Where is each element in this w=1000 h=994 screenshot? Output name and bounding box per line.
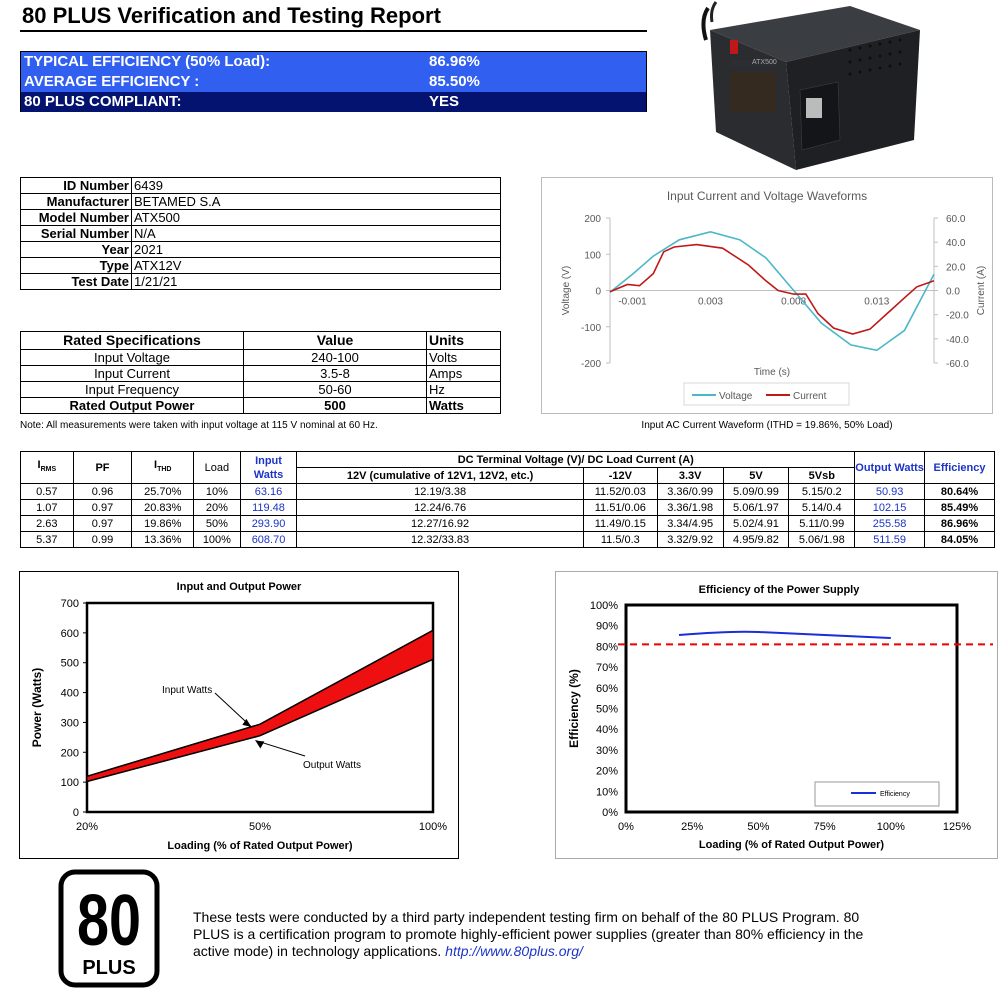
spec-row — [21, 398, 501, 414]
cell-efficiency: 84.05% — [925, 532, 995, 548]
identity-key: Model Number — [21, 210, 132, 226]
x-tick-label: 0.003 — [697, 296, 724, 308]
table-row — [21, 484, 995, 500]
spec-units: Watts — [427, 398, 501, 414]
cell-load: 10% — [194, 484, 241, 500]
identity-key: Serial Number — [21, 226, 132, 242]
y-tick-label: 100% — [589, 600, 618, 612]
chart-title: Input and Output Power — [176, 581, 302, 593]
cell-ithd: 19.86% — [132, 516, 194, 532]
col-12v: 12V (cumulative of 12V1, 12V2, etc.) — [297, 468, 584, 484]
cell-input-watts: 119.48 — [240, 500, 297, 516]
identity-row — [21, 210, 501, 226]
col-irms: $I_{RMS}$ — [21, 452, 74, 484]
cell-v12: 12.32/33.83 — [297, 532, 584, 548]
cell-load: 50% — [194, 516, 241, 532]
cell-vminus12: 11.51/0.06 — [583, 500, 657, 516]
y2-tick-label: 0.0 — [946, 286, 960, 298]
cell-efficiency: 85.49% — [925, 500, 995, 516]
x-tick-label: 0.013 — [864, 296, 890, 308]
spec-header-value: Value — [244, 332, 427, 350]
y-tick-label: 20% — [595, 765, 618, 778]
cell-v3v3: 3.36/1.98 — [657, 500, 723, 516]
legend-label: Efficiency — [880, 791, 910, 798]
x-tick-label: 75% — [813, 821, 836, 833]
cell-input-watts: 63.16 — [240, 484, 297, 500]
psu-model-text: ATX500 — [752, 59, 777, 66]
y2-tick-label: -40.0 — [946, 334, 969, 346]
cell-v5: 5.06/1.97 — [723, 500, 789, 516]
col-efficiency: Efficiency — [925, 452, 995, 484]
y2-tick-label: 40.0 — [946, 238, 966, 250]
logo-number: 80 — [77, 879, 142, 961]
cell-load: 20% — [194, 500, 241, 516]
x-tick-label: 100% — [876, 821, 905, 833]
cell-irms: 5.37 — [21, 532, 74, 548]
table-row — [21, 532, 995, 548]
y-tick-label: 0 — [595, 286, 601, 298]
col-3v3: 3.3V — [657, 468, 723, 484]
y-tick-label: 70% — [595, 662, 618, 675]
cell-vminus12: 11.52/0.03 — [583, 484, 657, 500]
annotation-output-watts: Output Watts — [303, 760, 361, 771]
spec-value: 500 — [244, 398, 427, 414]
x-tick-label: 125% — [942, 821, 972, 833]
col-load: Load — [194, 452, 241, 484]
efficiency-chart-frame — [555, 571, 998, 859]
y-tick-label: 0% — [602, 807, 618, 819]
cell-input-watts: 608.70 — [240, 532, 297, 548]
cell-irms: 1.07 — [21, 500, 74, 516]
cell-v3v3: 3.34/4.95 — [657, 516, 723, 532]
identity-row — [21, 226, 501, 242]
x-axis-title: Time (s) — [753, 367, 791, 378]
cell-pf: 0.96 — [73, 484, 132, 500]
y-tick-label: 100 — [584, 250, 601, 262]
summary-label: TYPICAL EFFICIENCY (50% Load): — [24, 53, 271, 70]
power-supply-photo — [700, 0, 922, 172]
col-ithd: $I_{THD}$ — [132, 452, 194, 484]
identity-key: Test Date — [21, 274, 132, 290]
identity-value: 1/21/21 — [132, 274, 501, 290]
col-pf: PF — [73, 452, 132, 484]
col-dc-group: DC Terminal Voltage (V)/ DC Load Current (A) — [297, 452, 855, 468]
plot-area — [626, 605, 957, 812]
waveform-caption: Input AC Current Waveform (ITHD = 19.86%, 50% Load) — [641, 420, 893, 431]
cell-ithd: 20.83% — [132, 500, 194, 516]
y-tick-label: 50% — [595, 703, 618, 716]
identity-value: ATX500 — [132, 210, 501, 226]
spec-units: Volts — [427, 350, 501, 366]
y-tick-label: 200 — [584, 214, 601, 225]
x-tick-label: 0% — [618, 821, 634, 833]
table-row — [21, 516, 995, 532]
cell-output-watts: 255.58 — [855, 516, 925, 532]
cell-load: 100% — [194, 532, 241, 548]
y-tick-label: -100 — [580, 322, 601, 334]
cell-irms: 2.63 — [21, 516, 74, 532]
x-tick-label: -0.001 — [618, 296, 647, 308]
x-axis-title: Loading (% of Rated Output Power) — [167, 840, 353, 852]
footer-body: These tests were conducted by a third party independent testing firm on behalf of the 80 PLUS Program. 80 PLUS is a certification program to promote highly-efficient power supplies (greater than 80% efficiency in the active mode) in technology applications. — [193, 909, 864, 959]
input-output-power-chart — [20, 572, 458, 858]
chart-legend — [815, 782, 939, 806]
y-tick-label: 600 — [60, 627, 79, 640]
spec-units: Amps — [427, 366, 501, 382]
summary-value: 85.50% — [429, 73, 480, 90]
legend-label: Current — [793, 391, 827, 402]
load-test-table — [20, 451, 995, 548]
identity-value: 2021 — [132, 242, 501, 258]
cell-v12: 12.19/3.38 — [297, 484, 584, 500]
identity-value: ATX12V — [132, 258, 501, 274]
cell-v3v3: 3.32/9.92 — [657, 532, 723, 548]
spec-name: Input Voltage — [21, 350, 244, 366]
spec-name: Input Frequency — [21, 382, 244, 398]
cell-v5: 4.95/9.82 — [723, 532, 789, 548]
y-axis-title: Power (Watts) — [30, 667, 44, 748]
y-tick-label: 200 — [60, 747, 79, 760]
80-plus-logo — [58, 869, 160, 988]
y-tick-label: 700 — [60, 598, 79, 610]
rated-specifications-table — [20, 331, 501, 414]
cell-v3v3: 3.36/0.99 — [657, 484, 723, 500]
summary-value: YES — [429, 93, 460, 110]
legend-label: Voltage — [719, 391, 753, 402]
x-tick-label: 50% — [248, 821, 272, 833]
cell-pf: 0.97 — [73, 516, 132, 532]
series-line-voltage — [610, 232, 934, 350]
logo-word: PLUS — [82, 957, 136, 979]
x-tick-label: 25% — [681, 821, 704, 833]
x-tick-label: 100% — [418, 821, 448, 833]
y-axis-title: Voltage (V) — [561, 265, 572, 316]
cell-efficiency: 86.96% — [925, 516, 995, 532]
y2-tick-label: 20.0 — [946, 262, 966, 274]
series-line-current — [610, 245, 934, 334]
annotation-input-watts: Input Watts — [162, 685, 213, 696]
identity-key: Year — [21, 242, 132, 258]
y2-tick-label: 60.0 — [946, 214, 966, 225]
x-axis-title: Loading (% of Rated Output Power) — [698, 839, 885, 851]
waveform-chart-frame — [541, 177, 993, 414]
y-tick-label: 500 — [60, 657, 79, 670]
spec-name: Input Current — [21, 366, 244, 382]
y-tick-label: 30% — [595, 744, 618, 757]
cell-pf: 0.99 — [73, 532, 132, 548]
identity-row — [21, 242, 501, 258]
cell-irms: 0.57 — [21, 484, 74, 500]
identity-key: ID Number — [21, 178, 132, 194]
col-minus12v: -12V — [583, 468, 657, 484]
col-input-watts: Input Watts — [240, 452, 297, 484]
col-5vsb: 5Vsb — [789, 468, 855, 484]
identity-row — [21, 194, 501, 210]
efficiency-chart — [556, 572, 997, 858]
spec-units: Hz — [427, 382, 501, 398]
identity-value: BETAMED S.A — [132, 194, 501, 210]
measurement-note: Note: All measurements were taken with input voltage at 115 V nominal at 60 Hz. — [20, 420, 378, 431]
cell-ithd: 25.70% — [132, 484, 194, 500]
spec-value: 3.5-8 — [244, 366, 427, 382]
average-efficiency-row — [21, 72, 646, 92]
typical-efficiency-row — [21, 52, 646, 72]
spec-value: 50-60 — [244, 382, 427, 398]
y-tick-label: 90% — [595, 620, 618, 633]
identity-table — [20, 177, 501, 290]
cell-output-watts: 511.59 — [855, 532, 925, 548]
col-output-watts: Output Watts — [855, 452, 925, 484]
identity-key: Type — [21, 258, 132, 274]
y-tick-label: 60% — [595, 682, 618, 695]
summary-label: 80 PLUS COMPLIANT: — [24, 93, 182, 110]
y-tick-label: 10% — [595, 786, 618, 799]
y-tick-label: 300 — [60, 717, 79, 730]
plot-area — [87, 603, 433, 812]
summary-value: 86.96% — [429, 53, 480, 70]
identity-row — [21, 274, 501, 290]
cell-efficiency: 80.64% — [925, 484, 995, 500]
cell-v5sb: 5.11/0.99 — [789, 516, 855, 532]
table-row — [21, 500, 995, 516]
cell-v12: 12.24/6.76 — [297, 500, 584, 516]
identity-value: 6439 — [132, 178, 501, 194]
page-title: 80 PLUS Verification and Testing Report — [22, 3, 441, 28]
identity-key: Manufacturer — [21, 194, 132, 210]
cell-v5: 5.02/4.91 — [723, 516, 789, 532]
spec-header-name: Rated Specifications — [21, 332, 244, 350]
cell-output-watts: 50.93 — [855, 484, 925, 500]
spec-value: 240-100 — [244, 350, 427, 366]
y-tick-label: 400 — [60, 687, 79, 700]
y-tick-label: -200 — [580, 359, 601, 370]
cell-output-watts: 102.15 — [855, 500, 925, 516]
x-tick-label: 50% — [747, 821, 770, 833]
identity-row — [21, 178, 501, 194]
y2-tick-label: -60.0 — [946, 359, 969, 370]
spec-row — [21, 382, 501, 398]
y-tick-label: 80% — [595, 641, 618, 654]
spec-row — [21, 350, 501, 366]
footer-text — [193, 909, 873, 960]
cell-v5: 5.09/0.99 — [723, 484, 789, 500]
waveform-chart — [542, 178, 992, 413]
y2-tick-label: -20.0 — [946, 310, 969, 322]
chart-title: Efficiency of the Power Supply — [698, 584, 860, 596]
cell-v5sb: 5.14/0.4 — [789, 500, 855, 516]
y-tick-label: 40% — [595, 724, 618, 737]
col-5v: 5V — [723, 468, 789, 484]
y2-axis-title: Current (A) — [976, 265, 987, 316]
spec-header-units: Units — [427, 332, 501, 350]
spec-name: Rated Output Power — [21, 398, 244, 414]
summary-label: AVERAGE EFFICIENCY : — [24, 73, 200, 90]
x-tick-label: 0.008 — [781, 296, 807, 308]
title-divider — [20, 30, 647, 32]
footer-link[interactable]: http://www.80plus.org/ — [445, 943, 583, 959]
y-axis-title: Efficiency (%) — [567, 669, 581, 748]
spec-row — [21, 366, 501, 382]
identity-row — [21, 258, 501, 274]
cell-vminus12: 11.5/0.3 — [583, 532, 657, 548]
cell-v5sb: 5.06/1.98 — [789, 532, 855, 548]
efficiency-summary — [20, 51, 647, 112]
cell-vminus12: 11.49/0.15 — [583, 516, 657, 532]
x-tick-label: 20% — [75, 821, 99, 833]
cell-input-watts: 293.90 — [240, 516, 297, 532]
chart-title: Input Current and Voltage Waveforms — [666, 189, 868, 203]
cell-ithd: 13.36% — [132, 532, 194, 548]
y-tick-label: 100 — [60, 777, 79, 790]
y-tick-label: 0 — [72, 807, 79, 819]
cell-v5sb: 5.15/0.2 — [789, 484, 855, 500]
cell-pf: 0.97 — [73, 500, 132, 516]
compliant-row — [21, 92, 646, 112]
input-output-power-chart-frame — [19, 571, 459, 859]
cell-v12: 12.27/16.92 — [297, 516, 584, 532]
identity-value: N/A — [132, 226, 501, 242]
